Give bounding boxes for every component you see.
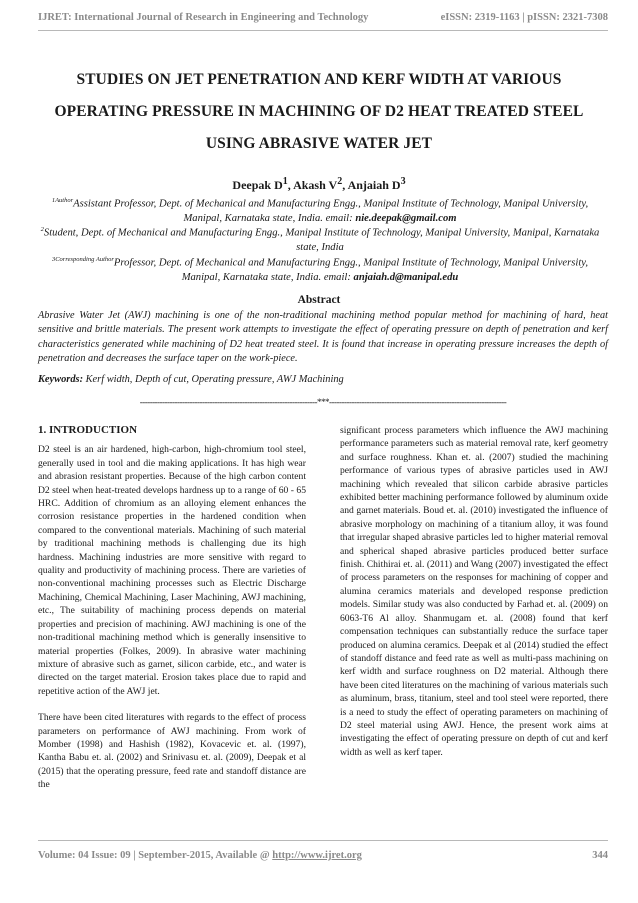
author-1-sup: 1	[282, 176, 288, 187]
abstract-heading: Abstract	[297, 294, 341, 306]
section-separator: -----------------------------------------------------------------------***-----------------------------------------------------------------------	[139, 397, 507, 407]
affiliation-3-sup: 3Corresponding Author	[51, 256, 114, 263]
author-3-sup: 3	[400, 176, 406, 187]
keywords-label: Keywords:	[38, 374, 84, 385]
affiliation-1	[36, 194, 604, 227]
intro-paragraph-3: significant process parameters which influence the AWJ machining performance parameters such as material removal rate, kerf geometry and surface roughness. Khan et. al. (2007) studied the machining performance of various types of abrasive particles used in AWJ machining which revealed that silicon carbide abrasive particles exhibited better machining performance followed by aluminum oxide and garnet materials. Boud et. al. (2010) investigated the influence of abrasive morphology on machining of a titanium alloy, it was found that irregular shaped abrasive particles led to higher material removal and spherical shaped abrasive particles produced better surface finish. Chithirai et. al. (2011) and Wang (2007) investigated the effect of process parameters on the responses for machining of copper and alumina ceramics materials and developed response prediction models. Similar study was also conducted by Farhad et. al. (2009) on 6063-T6 Al alloy. Shanmugam et. al. (2008) found that kerf compensation techniques can substantially reduce the surface taper produced on alumina ceramics. Deepak et al (2014) studied the effect of standoff distance and feed rate as well as multi-pass machining on kerf width and surface roughness on D2 material. Although there have been cited literatures on the machining of various materials such as aluminum, brass, titanium, steel and tool steel were reported, there is a need to study the effect of operating parameters on machining of D2 steel material using AWJ. Hence, the present work aims at investigating the effect of operating pressure on depth of cut and kerf width as well as kerf taper.	[340, 425, 608, 758]
footer-divider	[38, 840, 608, 841]
author-2-sup: 2	[337, 176, 343, 187]
journal-link[interactable]: http://www.ijret.org	[272, 850, 362, 861]
affiliation-1-text: Assistant Professor, Dept. of Mechanical and Manufacturing Engg., Manipal Institute of Technology, Manipal University, Manipal, Karnataka state, India. email:	[73, 198, 589, 225]
affiliation-2-text: Student, Dept. of Mechanical and Manufacturing Engg., Manipal Institute of Technology, Manipal University, Manipal, Karnataka state, India	[43, 227, 600, 254]
paper-title: STUDIES ON JET PENETRATION AND KERF WIDTH AT VARIOUS OPERATING PRESSURE IN MACHINING OF D2 HEAT TREATED STEEL USING ABRASIVE WATER JET	[54, 71, 584, 152]
right-column	[340, 424, 608, 772]
affiliation-2-sup: 2	[40, 226, 44, 233]
intro-paragraph-1: D2 steel is an air hardened, high-carbon, high-chromium tool steel, generally used in tool and die making applications. It has high wear and abrasion resistant properties. Because of the high carbon content D2 steel when heat-treated develops hardness up to a range of 60 - 65 HRC. Addition of chromium as an alloying element enhances the corrosion resistance properties in the hardened condition when compared to the conventional materials. Machining of such material by traditional machining methods is challenging due its high hardness. Machining industries are more sensitive with regard to quality and productivity of machining process. There are varieties of non-conventional machining processes such as Electric Discharge Machining, Chemical Machining, Laser Machining, AWJ machining, etc., The suitability of machining process depends on material properties and precision of machining. AWJ machining is one of the non-traditional machining method which is generally insensitive to material properties (Folkes, 2009). In abrasive water machining mixture of abrasive such as garnet, silicon carbide, etc., and water is directed on the target material. Erosion takes place due to rapid and repetitive action of the AWJ jet.	[38, 444, 306, 697]
intro-paragraph-2: There have been cited literatures with regards to the effect of process parameters on performance of AWJ machining. From work of Momber (1998) and Hashish (1982), Kovacevic et. al. (1997), Kantha Babu et. al. (2002) and Srinivasu et. al. (2009), Deepak et al (2015) that the operating pressure, feed rate and standoff distance are the	[38, 712, 306, 791]
affiliation-3-email[interactable]: anjaiah.d@manipal.edu	[353, 272, 459, 284]
left-column	[38, 424, 306, 805]
affiliation-1-email[interactable]: nie.deepak@gmail.com	[355, 213, 457, 225]
header-divider	[38, 30, 608, 31]
section-heading: 1. INTRODUCTION	[38, 424, 138, 436]
author-list: Deepak $D^1$, Akash $V^2$, Anjaiah $D^3$	[232, 176, 406, 192]
running-header	[38, 12, 608, 30]
keywords-text: Kerf width, Depth of cut, Operating pressure, AWJ Machining	[83, 374, 344, 385]
keywords-line	[38, 374, 608, 385]
affiliation-1-sup: 1Author	[51, 197, 74, 204]
running-footer	[38, 850, 608, 861]
author-3: Anjaiah D	[347, 178, 401, 192]
author-1: Deepak D	[232, 178, 283, 192]
issn-numbers: eISSN: 2319-1163 | pISSN: 2321-7308	[440, 12, 608, 23]
volume-info: Volume: 04 Issue: 09 | September-2015, Available @	[38, 850, 273, 861]
affiliation-3	[36, 253, 604, 286]
abstract-body: Abrasive Water Jet (AWJ) machining is one of the non-traditional machining method popular method for machining of hard, heat sensitive and brittle materials. The present work attempts to investigate the effect of operating pressure on depth of penetration and kerf characteristics generated while machining of D2 heat treated steel. It is found that increase in operating pressure increases the depth of penetration and decreases the surface taper on the work-piece.	[38, 310, 608, 364]
affiliation-2	[36, 223, 604, 256]
journal-name: IJRET: International Journal of Research in Engineering and Technology	[38, 12, 369, 23]
author-2: Akash V	[293, 178, 338, 192]
affiliation-3-text: Professor, Dept. of Mechanical and Manufacturing Engg., Manipal Institute of Technology, Manipal University, Manipal, Karnataka state, India. email:	[113, 257, 589, 284]
page-number: 344	[592, 850, 608, 861]
